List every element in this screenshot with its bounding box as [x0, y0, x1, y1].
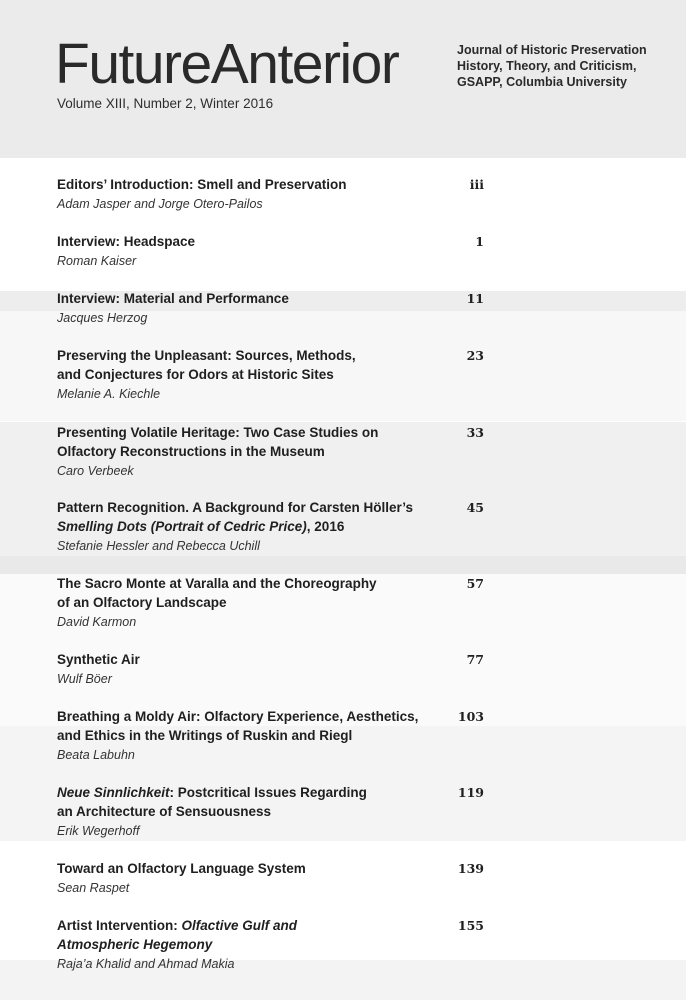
entry-title — [57, 650, 437, 669]
entry-author: David Karmon — [57, 615, 137, 629]
entry-page-number: 155 — [457, 918, 484, 933]
title-line — [57, 783, 437, 802]
title-line: Toward an Olfactory Language System — [57, 861, 306, 876]
entry-title — [57, 423, 437, 461]
entry-title — [57, 574, 437, 612]
entry-page-number: 1 — [475, 234, 484, 249]
entry-page-number: 77 — [466, 652, 484, 667]
journal-line: History, Theory, and Criticism, — [457, 59, 637, 73]
entry-author: Raja’a Khalid and Ahmad Makia — [57, 957, 235, 971]
masthead — [0, 0, 686, 158]
title-line: Editors’ Introduction: Smell and Preservation — [57, 177, 347, 192]
entry-page-number: 45 — [466, 500, 484, 515]
entry-page-number: 33 — [466, 425, 484, 440]
entry-page-number: 119 — [457, 785, 484, 800]
background-band — [0, 556, 686, 574]
toc-entry[interactable] — [57, 498, 487, 555]
title-line — [57, 916, 437, 935]
entry-title — [57, 289, 437, 308]
entry-page-number: 139 — [457, 861, 484, 876]
entry-author: Jacques Herzog — [57, 311, 148, 325]
journal-logo: FutureAnterior — [55, 32, 399, 96]
entry-page-number: 11 — [466, 291, 484, 306]
entry-author: Wulf Böer — [57, 672, 112, 686]
title-line: Interview: Material and Performance — [57, 291, 289, 306]
toc-entry[interactable] — [57, 916, 487, 973]
title-line: The Sacro Monte at Varalla and the Choreography — [57, 576, 377, 591]
entry-page-number: 23 — [466, 348, 484, 363]
title-line — [57, 517, 437, 536]
entry-page-number: 57 — [466, 576, 484, 591]
title-suffix: , 2016 — [306, 519, 345, 534]
entry-author: Stefanie Hessler and Rebecca Uchill — [57, 539, 260, 553]
toc-entry[interactable] — [57, 650, 487, 688]
toc-entry[interactable] — [57, 232, 487, 270]
entry-page-number: iii — [469, 177, 484, 192]
journal-line: GSAPP, Columbia University — [457, 75, 627, 89]
entry-title — [57, 916, 437, 954]
entry-title — [57, 707, 437, 745]
title-line: Breathing a Moldy Air: Olfactory Experience, Aesthetics, — [57, 709, 419, 724]
title-line: Presenting Volatile Heritage: Two Case Studies on — [57, 425, 379, 440]
toc-entry[interactable] — [57, 707, 487, 764]
entry-author: Caro Verbeek — [57, 464, 134, 478]
toc-entry[interactable] — [57, 859, 487, 897]
entry-title — [57, 859, 437, 878]
title-line: and Conjectures for Odors at Historic Sites — [57, 367, 334, 382]
issue-info: Volume XIII, Number 2, Winter 2016 — [57, 96, 274, 111]
toc-entry[interactable] — [57, 289, 487, 327]
entry-author: Adam Jasper and Jorge Otero-Pailos — [57, 197, 263, 211]
entry-author: Sean Raspet — [57, 881, 130, 895]
entry-title — [57, 783, 437, 821]
journal-line: Journal of Historic Preservation — [457, 43, 647, 57]
entry-title — [57, 232, 437, 251]
title-line: Synthetic Air — [57, 652, 140, 667]
toc-entry[interactable] — [57, 783, 487, 840]
title-suffix: : Postcritical Issues Regarding — [169, 785, 367, 800]
entry-author: Melanie A. Kiechle — [57, 387, 161, 401]
title-line: and Ethics in the Writings of Ruskin and Riegl — [57, 728, 353, 743]
toc-entry[interactable] — [57, 346, 487, 403]
toc-entry[interactable] — [57, 175, 487, 213]
toc-entry[interactable] — [57, 423, 487, 480]
entry-author: Erik Wegerhoff — [57, 824, 140, 838]
title-line: Olfactory Reconstructions in the Museum — [57, 444, 325, 459]
entry-title — [57, 498, 437, 536]
entry-title — [57, 175, 437, 194]
title-italic: Smelling Dots (Portrait of Cedric Price) — [57, 519, 307, 534]
title-line: Pattern Recognition. A Background for Carsten Höller’s — [57, 500, 414, 515]
title-line: an Architecture of Sensuousness — [57, 804, 272, 819]
title-italic: Neue Sinnlichkeit — [57, 785, 170, 800]
title-prefix: Artist Intervention: — [57, 918, 182, 933]
title-line: Interview: Headspace — [57, 234, 196, 249]
entry-author: Beata Labuhn — [57, 748, 135, 762]
entry-author: Roman Kaiser — [57, 254, 137, 268]
entry-page-number: 103 — [457, 709, 484, 724]
title-line: Preserving the Unpleasant: Sources, Methods, — [57, 348, 356, 363]
title-line: of an Olfactory Landscape — [57, 595, 227, 610]
title-italic: Olfactive Gulf and — [181, 918, 298, 933]
toc-entry[interactable] — [57, 574, 487, 631]
journal-description — [457, 42, 682, 90]
title-line: Atmospheric Hegemony — [57, 937, 213, 952]
entry-title — [57, 346, 437, 384]
